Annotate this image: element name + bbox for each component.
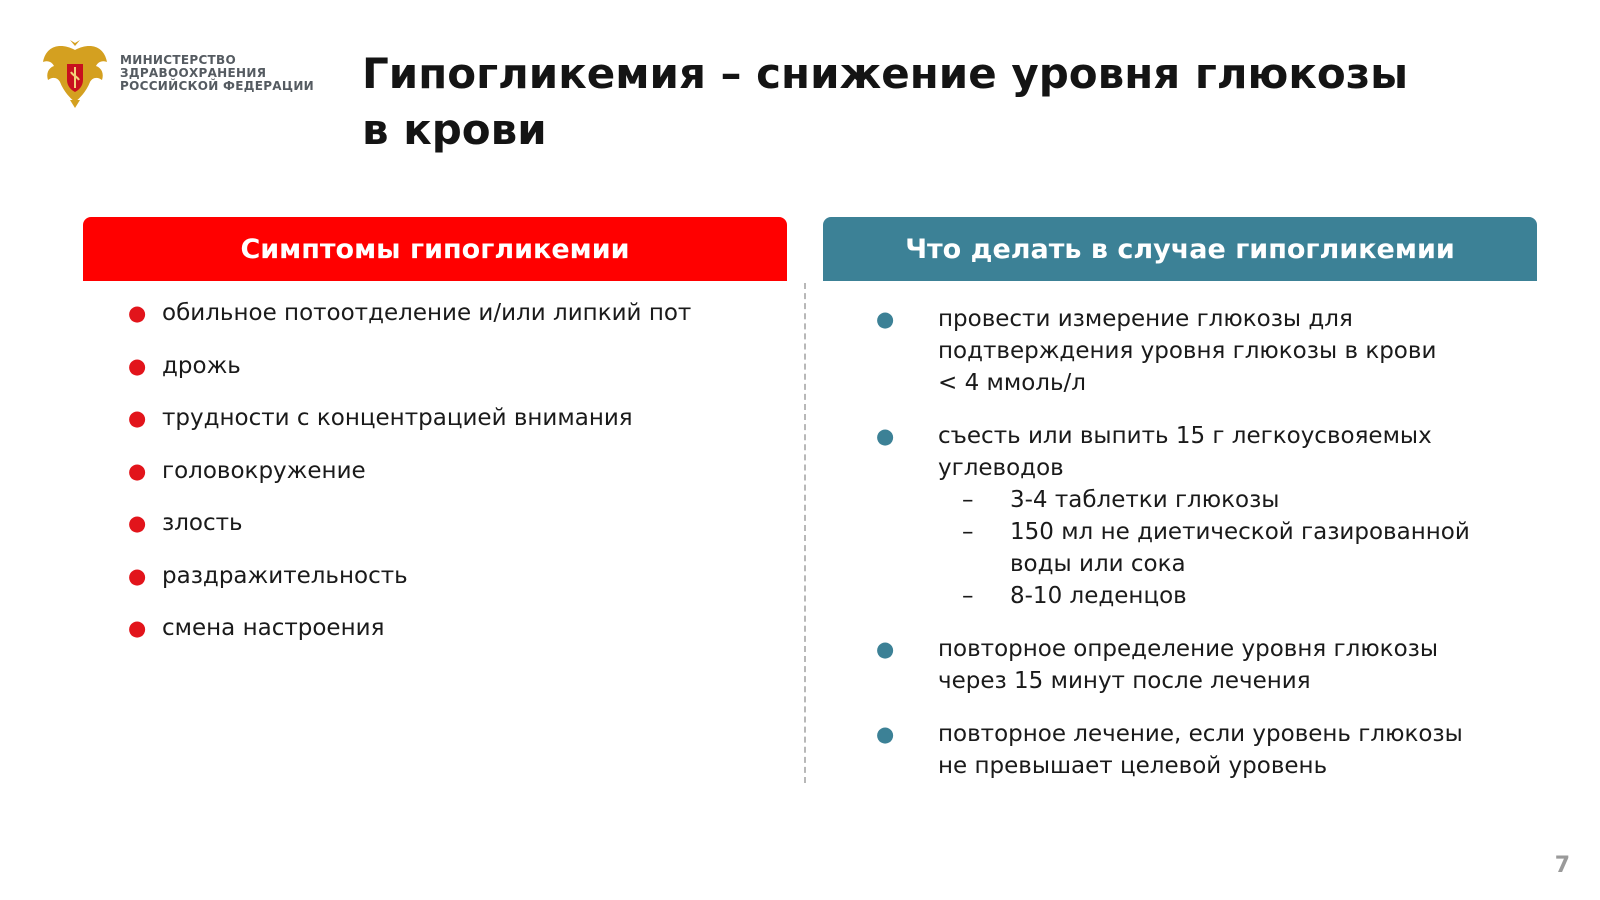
- bullet-icon: ●: [128, 511, 147, 535]
- symptom-text: головокружение: [162, 457, 366, 484]
- action-item: [872, 718, 1532, 782]
- carbs-option: [938, 516, 1532, 580]
- symptom-item: [120, 403, 780, 456]
- carbs-option-text: воды или сока: [1010, 551, 1186, 577]
- carbs-option-text: 8-10 леденцов: [1010, 583, 1187, 609]
- bullet-icon: ●: [876, 307, 895, 331]
- symptoms-list: [120, 298, 780, 666]
- symptom-text: дрожь: [162, 352, 241, 379]
- page-title-line-2: в крови: [362, 105, 547, 154]
- bullet-icon: ●: [876, 424, 895, 448]
- action-text-line: съесть или выпить 15 г легкоусвояемых: [938, 423, 1432, 449]
- symptom-item: [120, 508, 780, 561]
- bullet-icon: ●: [128, 616, 147, 640]
- action-text-line: провести измерение глюкозы для: [938, 306, 1353, 332]
- symptom-text: злость: [162, 510, 243, 536]
- page-number: 7: [1554, 853, 1570, 878]
- bullet-icon: ●: [128, 406, 147, 430]
- dash-marker: –: [962, 583, 974, 609]
- symptoms-header: Симптомы гипогликемии: [83, 217, 787, 281]
- action-item: [872, 303, 1532, 399]
- ministry-line-2: ЗДРАВООХРАНЕНИЯ: [120, 65, 267, 80]
- action-item: [872, 633, 1532, 697]
- action-text-line: углеводов: [938, 455, 1064, 481]
- ministry-name: [120, 54, 314, 93]
- ministry-line-1: МИНИСТЕРСТВО: [120, 52, 236, 67]
- symptom-item: [120, 561, 780, 614]
- action-text-line: подтверждения уровня глюкозы в крови: [938, 338, 1437, 364]
- symptom-text: раздражительность: [162, 562, 408, 589]
- carbs-sublist: [938, 484, 1532, 612]
- actions-list: [872, 303, 1532, 803]
- bullet-icon: ●: [876, 637, 895, 661]
- actions-header: Что делать в случае гипогликемии: [823, 217, 1537, 281]
- bullet-icon: ●: [128, 458, 147, 483]
- symptom-item: [120, 298, 780, 351]
- ministry-line-3: РОССИЙСКОЙ ФЕДЕРАЦИИ: [120, 78, 315, 93]
- action-text-line: < 4 ммоль/л: [938, 370, 1087, 396]
- action-text-line: повторное лечение, если уровень глюкозы: [938, 721, 1463, 747]
- carbs-option: [938, 580, 1532, 612]
- symptom-text: смена настроения: [162, 615, 385, 641]
- carbs-option-text: 3-4 таблетки глюкозы: [1010, 487, 1280, 513]
- double-headed-eagle-icon: [40, 36, 110, 110]
- symptom-text: обильное потоотделение и/или липкий пот: [162, 300, 692, 326]
- bullet-icon: ●: [128, 301, 147, 325]
- carbs-option-text: 150 мл не диетической газированной: [1010, 519, 1470, 545]
- bullet-icon: ●: [128, 353, 147, 378]
- symptom-item: [120, 613, 780, 666]
- action-text-line: через 15 минут после лечения: [938, 668, 1311, 694]
- symptom-item: [120, 456, 780, 509]
- page-title: [362, 46, 1512, 158]
- column-divider: [804, 283, 806, 783]
- symptom-item: [120, 351, 780, 404]
- page-title-line-1: Гипогликемия – снижение уровня глюкозы: [362, 49, 1409, 98]
- bullet-icon: ●: [876, 722, 895, 746]
- ministry-logo: [40, 36, 314, 110]
- dash-marker: –: [962, 487, 974, 513]
- action-text-line: не превышает целевой уровень: [938, 753, 1328, 779]
- bullet-icon: ●: [128, 563, 147, 588]
- carbs-option: [938, 484, 1532, 516]
- dash-marker: –: [962, 519, 974, 545]
- action-item: [872, 420, 1532, 612]
- symptom-text: трудности с концентрацией внимания: [162, 405, 633, 431]
- action-text-line: повторное определение уровня глюкозы: [938, 636, 1439, 662]
